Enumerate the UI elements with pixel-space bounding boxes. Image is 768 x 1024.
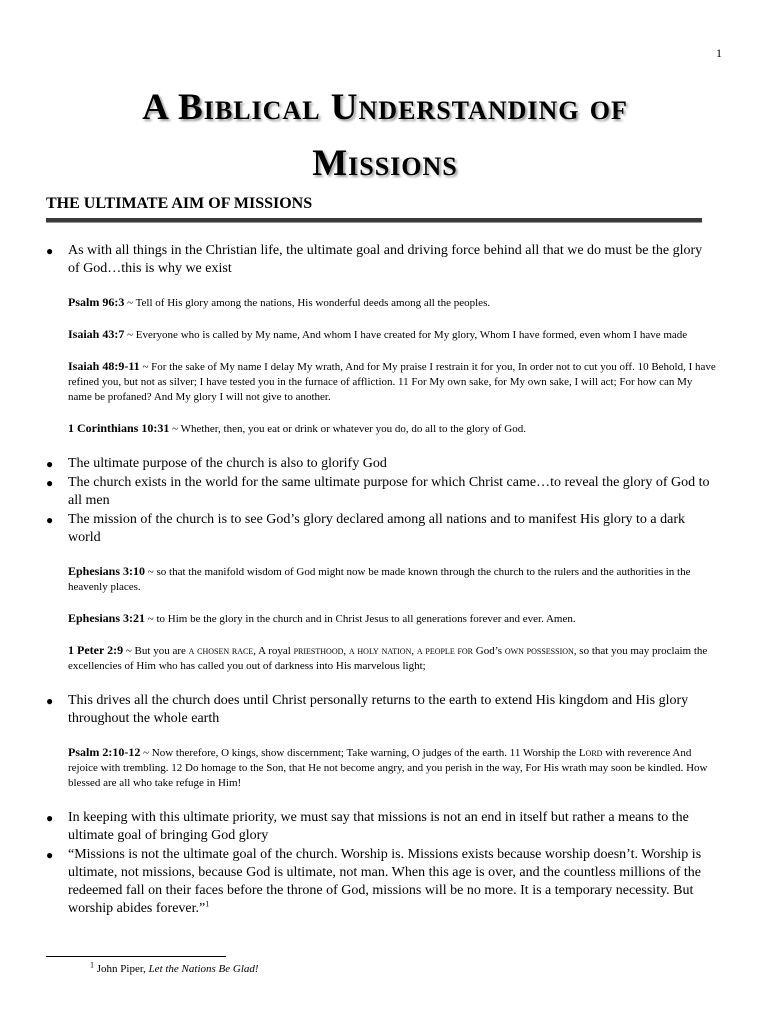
bullet-item: ● In keeping with this ultimate priority, we must say that missions is not an end in itself but rather a means to the ultimate goal of bringing God glory	[46, 810, 689, 843]
bullet-item: ● The church exists in the world for the same ultimate purpose for which Christ came…to reveal the glory of God to all men	[46, 475, 710, 508]
bullet-icon: ●	[46, 811, 54, 825]
scripture-quote: 1 Peter 2:9 ~ But you are a chosen race, A royal priesthood, a holy nation, a people for God’s own possession, so that you may proclaim the excellencies of Him who has called you out of darkness into His marvelous light;	[68, 643, 708, 672]
scripture-reference: Psalm 2:10-12	[68, 745, 141, 759]
footnote-divider	[46, 956, 226, 957]
bullet-item: ● The mission of the church is to see God’s glory declared among all nations and to manifest His glory to a dark world	[46, 512, 686, 545]
scripture-reference: 1 Peter 2:9	[68, 643, 124, 657]
title-line-1: A Biblical Understanding of	[142, 87, 628, 128]
section-divider	[46, 218, 702, 223]
bullet-icon: ●	[46, 694, 54, 708]
bullet-list	[46, 692, 716, 728]
footnote: $^1$ John Piper, Let the Nations Be Glad!	[90, 960, 259, 975]
page-number: 1	[716, 46, 722, 60]
footnote-marker: 1	[205, 899, 210, 909]
footnote-number: 1	[90, 960, 94, 970]
book-title: Let the Nations Be Glad!	[148, 963, 259, 975]
scripture-reference: Ephesians 3:10	[68, 564, 146, 578]
bullet-icon: ●	[46, 476, 54, 490]
piper-quote: “Missions is not the ultimate goal of the church. Worship is. Missions exists because worship doesn’t. Worship is ultimate, not missions, because God is ultimate, not man. When this age is over, and the countless millions of the redeemed fall on their faces before the throne of God, missions will be no more. It is a temporary necessity. But worship abides forever.”	[68, 847, 702, 916]
section-heading: THE ULTIMATE AIM OF MISSIONS	[46, 195, 313, 212]
scripture-reference: 1 Corinthians 10:31	[68, 421, 170, 435]
bullet-item: ● As with all things in the Christian life, the ultimate goal and driving force behind all that we do must be the glory of God…this is why we exist	[46, 243, 703, 276]
scripture-quote: 1 Corinthians 10:31 ~ Whether, then, you eat or drink or whatever you do, do all to the glory of God.	[68, 421, 526, 435]
scripture-reference: Psalm 96:3	[68, 295, 125, 309]
document-title	[40, 80, 730, 192]
document-body	[46, 242, 716, 919]
title-line-2: Missions	[312, 143, 458, 184]
bullet-list	[46, 809, 716, 918]
bullet-item: ● This drives all the church does until Christ personally returns to the earth to extend His kingdom and His glory throughout the whole earth	[46, 693, 689, 726]
bullet-item	[46, 846, 716, 918]
bullet-icon: ●	[46, 848, 54, 862]
scripture-quote: Psalm 96:3 ~ Tell of His glory among the nations, His wonderful deeds among all the peoples.	[68, 295, 491, 309]
scripture-quote: Ephesians 3:10 ~ so that the manifold wisdom of God might now be made known through the church to the rulers and the authorities in the heavenly places.	[68, 564, 691, 593]
scripture-reference: Isaiah 43:7	[68, 327, 125, 341]
scripture-quote: Psalm 2:10-12 ~ Now therefore, O kings, show discernment; Take warning, O judges of the earth. 11 Worship the Lord with reverence And rejoice with trembling. 12 Do homage to the Son, that He not become angry, and you perish in the way, For His wrath may soon be kindled. How blessed are all who take refuge in Him!	[68, 745, 708, 789]
scripture-quote: Isaiah 48:9-11 ~ For the sake of My name I delay My wrath, And for My praise I restrain it for you, In order not to cut you off. 10 Behold, I have refined you, but not as silver; I have tested you in the furnace of affliction. 11 For My own sake, for My own sake, I will act; For how can My name be profaned? And My glory I will not give to another.	[68, 359, 716, 403]
bullet-list	[46, 242, 716, 278]
bullet-icon: ●	[46, 244, 54, 258]
bullet-list	[46, 455, 716, 547]
scripture-quote: Isaiah 43:7 ~ Everyone who is called by My name, And whom I have created for My glory, Whom I have formed, even whom I have made	[68, 327, 688, 341]
scripture-reference: Ephesians 3:21	[68, 611, 146, 625]
bullet-icon: ●	[46, 457, 54, 471]
bullet-item: ● The ultimate purpose of the church is also to glorify God	[46, 456, 387, 471]
bullet-icon: ●	[46, 513, 54, 527]
scripture-reference: Isaiah 48:9-11	[68, 359, 140, 373]
scripture-quote: Ephesians 3:21 ~ to Him be the glory in the church and in Christ Jesus to all generations forever and ever. Amen.	[68, 611, 576, 625]
